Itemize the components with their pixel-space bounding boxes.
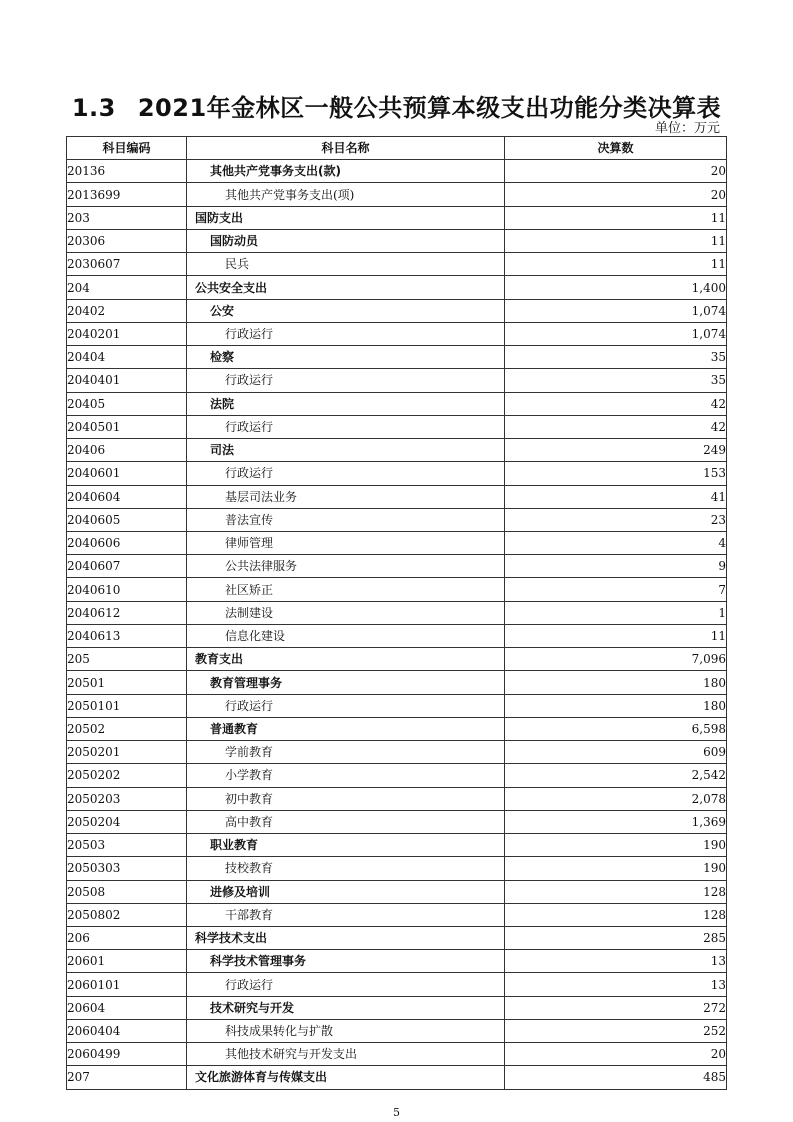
table-row: [67, 601, 727, 624]
row-code: 2040607: [67, 555, 187, 578]
row-code: 20136: [67, 160, 187, 183]
row-name: 行政运行: [187, 415, 505, 438]
row-amount: 7,096: [505, 648, 727, 671]
row-name: 职业教育: [187, 834, 505, 857]
table-row: [67, 299, 727, 322]
row-amount: 23: [505, 508, 727, 531]
table-row: [67, 322, 727, 345]
row-amount: 13: [505, 950, 727, 973]
row-amount: 128: [505, 880, 727, 903]
row-name: 文化旅游体育与传媒支出: [187, 1066, 505, 1089]
table-row: [67, 439, 727, 462]
row-code: 2040401: [67, 369, 187, 392]
row-amount: 2,078: [505, 787, 727, 810]
table-row: [67, 555, 727, 578]
row-code: 2040501: [67, 415, 187, 438]
row-amount: 20: [505, 1043, 727, 1066]
table-row: [67, 229, 727, 252]
row-name: 技校教育: [187, 857, 505, 880]
table-row: [67, 1043, 727, 1066]
row-amount: 11: [505, 229, 727, 252]
page-number: 5: [393, 1106, 400, 1119]
row-amount: 272: [505, 996, 727, 1019]
row-code: 20503: [67, 834, 187, 857]
row-amount: 1,400: [505, 276, 727, 299]
row-name: 行政运行: [187, 369, 505, 392]
row-code: 2013699: [67, 183, 187, 206]
row-name: 教育支出: [187, 648, 505, 671]
row-name: 教育管理事务: [187, 671, 505, 694]
row-amount: 485: [505, 1066, 727, 1089]
row-code: 2040604: [67, 485, 187, 508]
row-code: 20405: [67, 392, 187, 415]
row-name: 行政运行: [187, 973, 505, 996]
row-name: 检察: [187, 346, 505, 369]
table-row: [67, 950, 727, 973]
row-amount: 180: [505, 671, 727, 694]
row-amount: 249: [505, 439, 727, 462]
row-amount: 35: [505, 346, 727, 369]
header-code: 科目编码: [67, 137, 187, 160]
row-name: 公共法律服务: [187, 555, 505, 578]
row-name: 社区矫正: [187, 578, 505, 601]
row-code: 20601: [67, 950, 187, 973]
row-code: 2050802: [67, 903, 187, 926]
row-code: 2040201: [67, 322, 187, 345]
row-name: 律师管理: [187, 531, 505, 554]
row-name: 干部教育: [187, 903, 505, 926]
row-amount: 1: [505, 601, 727, 624]
row-name: 行政运行: [187, 462, 505, 485]
row-code: 2040613: [67, 624, 187, 647]
row-name: 初中教育: [187, 787, 505, 810]
row-amount: 11: [505, 253, 727, 276]
row-code: 20501: [67, 671, 187, 694]
table-row: [67, 253, 727, 276]
table-row: [67, 276, 727, 299]
row-amount: 13: [505, 973, 727, 996]
table-row: [67, 508, 727, 531]
row-code: 2040612: [67, 601, 187, 624]
row-code: 2040610: [67, 578, 187, 601]
row-amount: 7: [505, 578, 727, 601]
table-row: [67, 1019, 727, 1042]
table-row: [67, 183, 727, 206]
row-name: 进修及培训: [187, 880, 505, 903]
row-amount: 2,542: [505, 764, 727, 787]
row-name: 信息化建设: [187, 624, 505, 647]
row-code: 2050303: [67, 857, 187, 880]
row-name: 国防支出: [187, 206, 505, 229]
row-amount: 252: [505, 1019, 727, 1042]
row-amount: 11: [505, 624, 727, 647]
row-name: 普法宣传: [187, 508, 505, 531]
table-row: [67, 694, 727, 717]
table-body: [67, 160, 727, 1089]
row-code: 2060101: [67, 973, 187, 996]
table-row: [67, 671, 727, 694]
row-code: 20604: [67, 996, 187, 1019]
table-row: [67, 485, 727, 508]
row-name: 行政运行: [187, 694, 505, 717]
row-code: 2060499: [67, 1043, 187, 1066]
row-amount: 4: [505, 531, 727, 554]
row-amount: 609: [505, 741, 727, 764]
row-amount: 285: [505, 926, 727, 949]
table-row: [67, 741, 727, 764]
row-amount: 6,598: [505, 717, 727, 740]
unit-label: 单位：万元: [654, 121, 720, 136]
row-name: 高中教育: [187, 810, 505, 833]
table-row: [67, 787, 727, 810]
row-amount: 190: [505, 834, 727, 857]
table-row: [67, 346, 727, 369]
row-name: 科技成果转化与扩散: [187, 1019, 505, 1042]
row-name: 其他共产党事务支出(项): [187, 183, 505, 206]
row-amount: 190: [505, 857, 727, 880]
table-row: [67, 717, 727, 740]
row-code: 205: [67, 648, 187, 671]
row-name: 法制建设: [187, 601, 505, 624]
row-amount: 153: [505, 462, 727, 485]
row-amount: 20: [505, 160, 727, 183]
table-row: [67, 624, 727, 647]
row-code: 206: [67, 926, 187, 949]
row-name: 基层司法业务: [187, 485, 505, 508]
table-row: [67, 810, 727, 833]
table-row: [67, 834, 727, 857]
row-name: 国防动员: [187, 229, 505, 252]
row-amount: 11: [505, 206, 727, 229]
row-code: 2050202: [67, 764, 187, 787]
table-row: [67, 903, 727, 926]
header-amount: 决算数: [505, 137, 727, 160]
row-code: 20306: [67, 229, 187, 252]
row-code: 207: [67, 1066, 187, 1089]
title-number: 1.3: [71, 94, 116, 122]
row-code: 20404: [67, 346, 187, 369]
row-amount: 1,369: [505, 810, 727, 833]
row-code: 2040601: [67, 462, 187, 485]
row-code: 20502: [67, 717, 187, 740]
table-row: [67, 1066, 727, 1089]
row-code: 2040605: [67, 508, 187, 531]
row-code: 20402: [67, 299, 187, 322]
row-amount: 1,074: [505, 299, 727, 322]
row-code: 2040606: [67, 531, 187, 554]
table-row: [67, 764, 727, 787]
row-code: 204: [67, 276, 187, 299]
row-name: 其他技术研究与开发支出: [187, 1043, 505, 1066]
table-header-row: [67, 137, 727, 160]
row-amount: 128: [505, 903, 727, 926]
row-code: 2050201: [67, 741, 187, 764]
row-name: 行政运行: [187, 322, 505, 345]
row-amount: 180: [505, 694, 727, 717]
row-code: 2050204: [67, 810, 187, 833]
table-row: [67, 392, 727, 415]
row-name: 民兵: [187, 253, 505, 276]
table-row: [67, 857, 727, 880]
row-name: 法院: [187, 392, 505, 415]
row-name: 公共安全支出: [187, 276, 505, 299]
table-row: [67, 926, 727, 949]
table-row: [67, 880, 727, 903]
row-code: 2050203: [67, 787, 187, 810]
row-name: 普通教育: [187, 717, 505, 740]
row-name: 司法: [187, 439, 505, 462]
row-name: 技术研究与开发: [187, 996, 505, 1019]
row-code: 2050101: [67, 694, 187, 717]
title-text: 2021年金林区一般公共预算本级支出功能分类决算表: [137, 94, 722, 122]
row-name: 其他共产党事务支出(款): [187, 160, 505, 183]
row-name: 科学技术支出: [187, 926, 505, 949]
table-row: [67, 160, 727, 183]
row-amount: 41: [505, 485, 727, 508]
row-code: 2060404: [67, 1019, 187, 1042]
row-amount: 1,074: [505, 322, 727, 345]
table-row: [67, 531, 727, 554]
row-amount: 42: [505, 392, 727, 415]
row-amount: 9: [505, 555, 727, 578]
row-name: 科学技术管理事务: [187, 950, 505, 973]
table-row: [67, 578, 727, 601]
row-code: 203: [67, 206, 187, 229]
row-amount: 35: [505, 369, 727, 392]
row-code: 2030607: [67, 253, 187, 276]
row-amount: 42: [505, 415, 727, 438]
row-code: 20406: [67, 439, 187, 462]
table-row: [67, 973, 727, 996]
header-name: 科目名称: [187, 137, 505, 160]
row-name: 小学教育: [187, 764, 505, 787]
table-row: [67, 206, 727, 229]
row-name: 公安: [187, 299, 505, 322]
table-row: [67, 996, 727, 1019]
table-row: [67, 415, 727, 438]
row-name: 学前教育: [187, 741, 505, 764]
table-row: [67, 648, 727, 671]
table-row: [67, 462, 727, 485]
row-amount: 20: [505, 183, 727, 206]
table-row: [67, 369, 727, 392]
budget-table: [66, 136, 727, 1090]
row-code: 20508: [67, 880, 187, 903]
